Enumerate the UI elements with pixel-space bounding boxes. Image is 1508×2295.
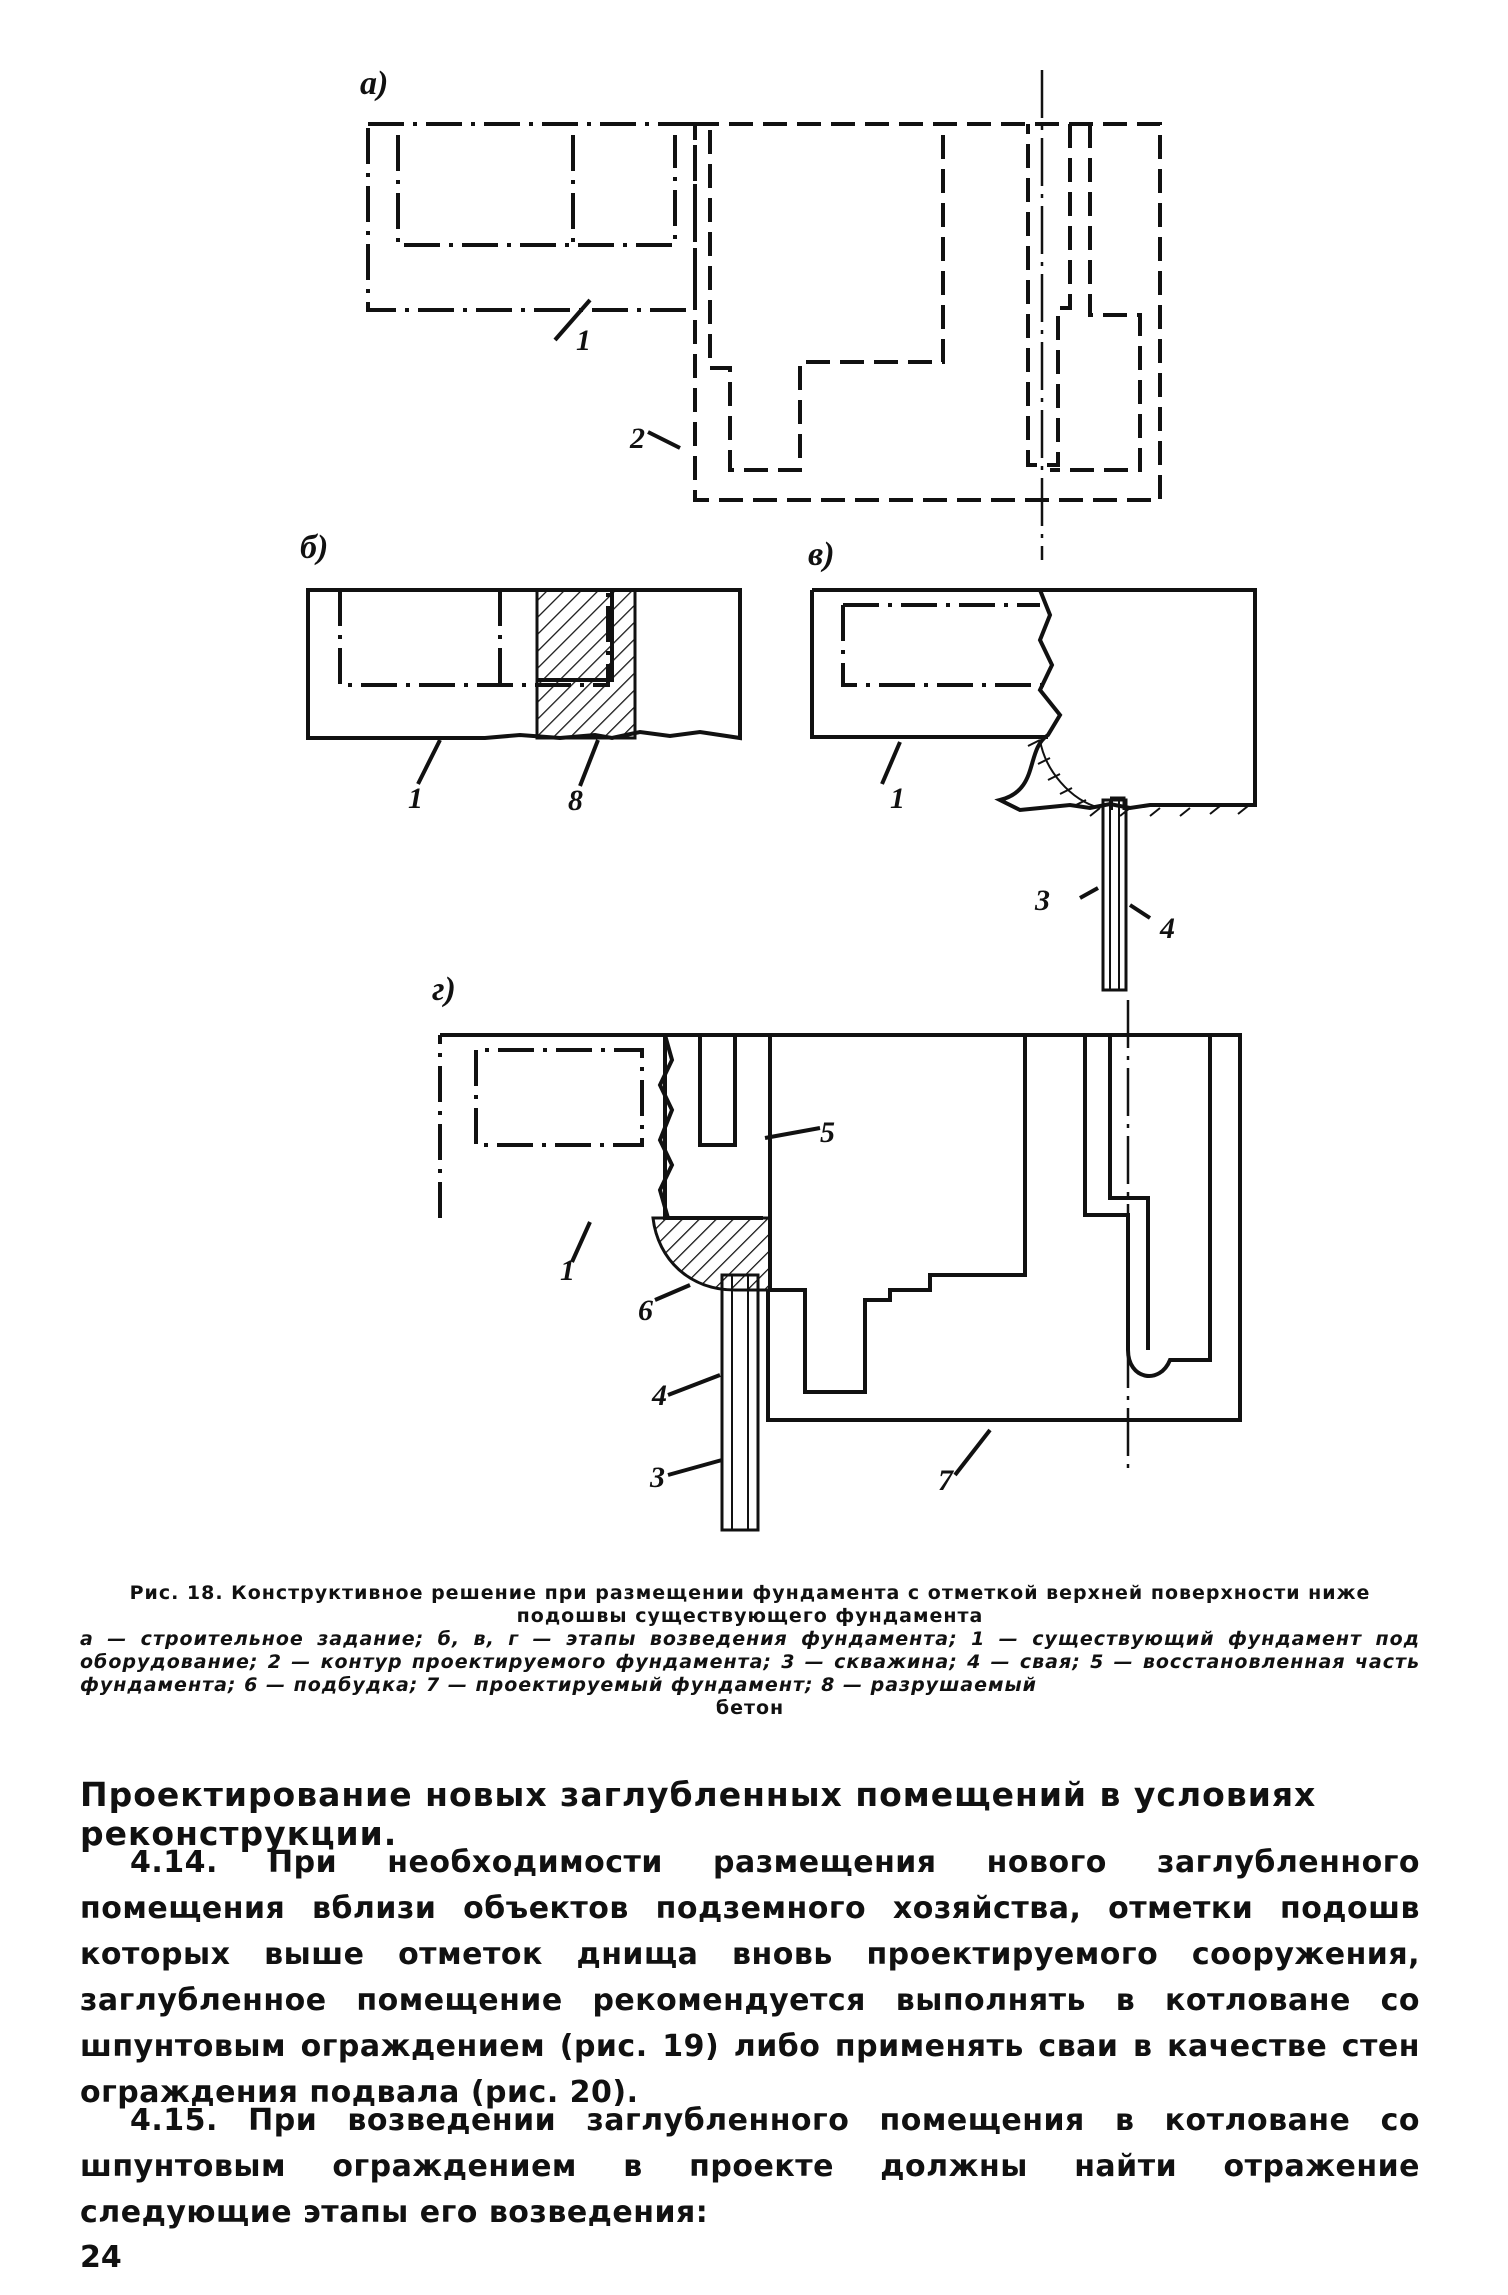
- callout-g-3: 3: [650, 1461, 665, 1494]
- callout-g-6: 6: [638, 1294, 653, 1327]
- panel-v-drawing: [812, 590, 1255, 990]
- callout-g-4: 4: [652, 1379, 667, 1412]
- page-number: 24: [80, 2240, 122, 2275]
- caption-legend: а — строительное задание; б, в, г — этапы возведения фундамента; 1 — существующий фундамент под оборудование; 2 — контур проектируемого фундамента; 3 — скважина; 4 — свая; 5 — восстановленная часть фундамента; 6 — подбудка; 7 — проектируемый фундамент; 8 — разрушаемый: [80, 1628, 1420, 1696]
- panel-label-g: г): [432, 971, 456, 1008]
- panel-label-a: а): [360, 65, 389, 102]
- callout-v-3: 3: [1035, 884, 1050, 917]
- panel-a-drawing: [368, 70, 1160, 560]
- paragraph-text: При возведении заглубленного помещения в котловане со шпунтовым ограждением в проекте должны найти отражение следующие этапы его возведения:: [80, 2103, 1420, 2230]
- paragraph-number: 4.15.: [130, 2103, 218, 2138]
- callout-a-2: 2: [630, 422, 645, 455]
- callout-g-7: 7: [938, 1464, 953, 1497]
- paragraph-4-14: [80, 1840, 1420, 2116]
- caption-title: Рис. 18. Конструктивное решение при размещении фундамента с отметкой верхней поверхности ниже подошвы существующего фундамента: [129, 1582, 1371, 1627]
- callout-v-1: 1: [890, 782, 905, 815]
- panel-label-b: б): [300, 529, 329, 566]
- callout-a-1: 1: [576, 324, 591, 357]
- figure-caption: [80, 1582, 1420, 1720]
- section-heading: Проектирование новых заглубленных помещений в условиях реконструкции.: [80, 1775, 1317, 1853]
- caption-legend-end: бетон: [715, 1697, 785, 1719]
- callout-g-1: 1: [560, 1254, 575, 1287]
- panel-b-drawing: [308, 590, 740, 786]
- paragraph-text: При необходимости размещения нового заглубленного помещения вблизи объектов подземного хозяйства, отметки подошв которых выше отметок днища вновь проектируемого сооружения, заглубленное помещение рекомендуется выполнять в котловане со шпунтовым ограждением (рис. 19) либо применять сваи в качестве стен ограждения подвала (рис. 20).: [80, 1845, 1421, 2110]
- panel-label-v: в): [808, 536, 835, 573]
- callout-b-8: 8: [568, 784, 583, 817]
- paragraph-4-15: [80, 2098, 1420, 2236]
- paragraph-number: 4.14.: [130, 1845, 218, 1880]
- callout-b-1: 1: [408, 782, 423, 815]
- callout-g-5: 5: [820, 1116, 835, 1149]
- callout-v-4: 4: [1160, 912, 1175, 945]
